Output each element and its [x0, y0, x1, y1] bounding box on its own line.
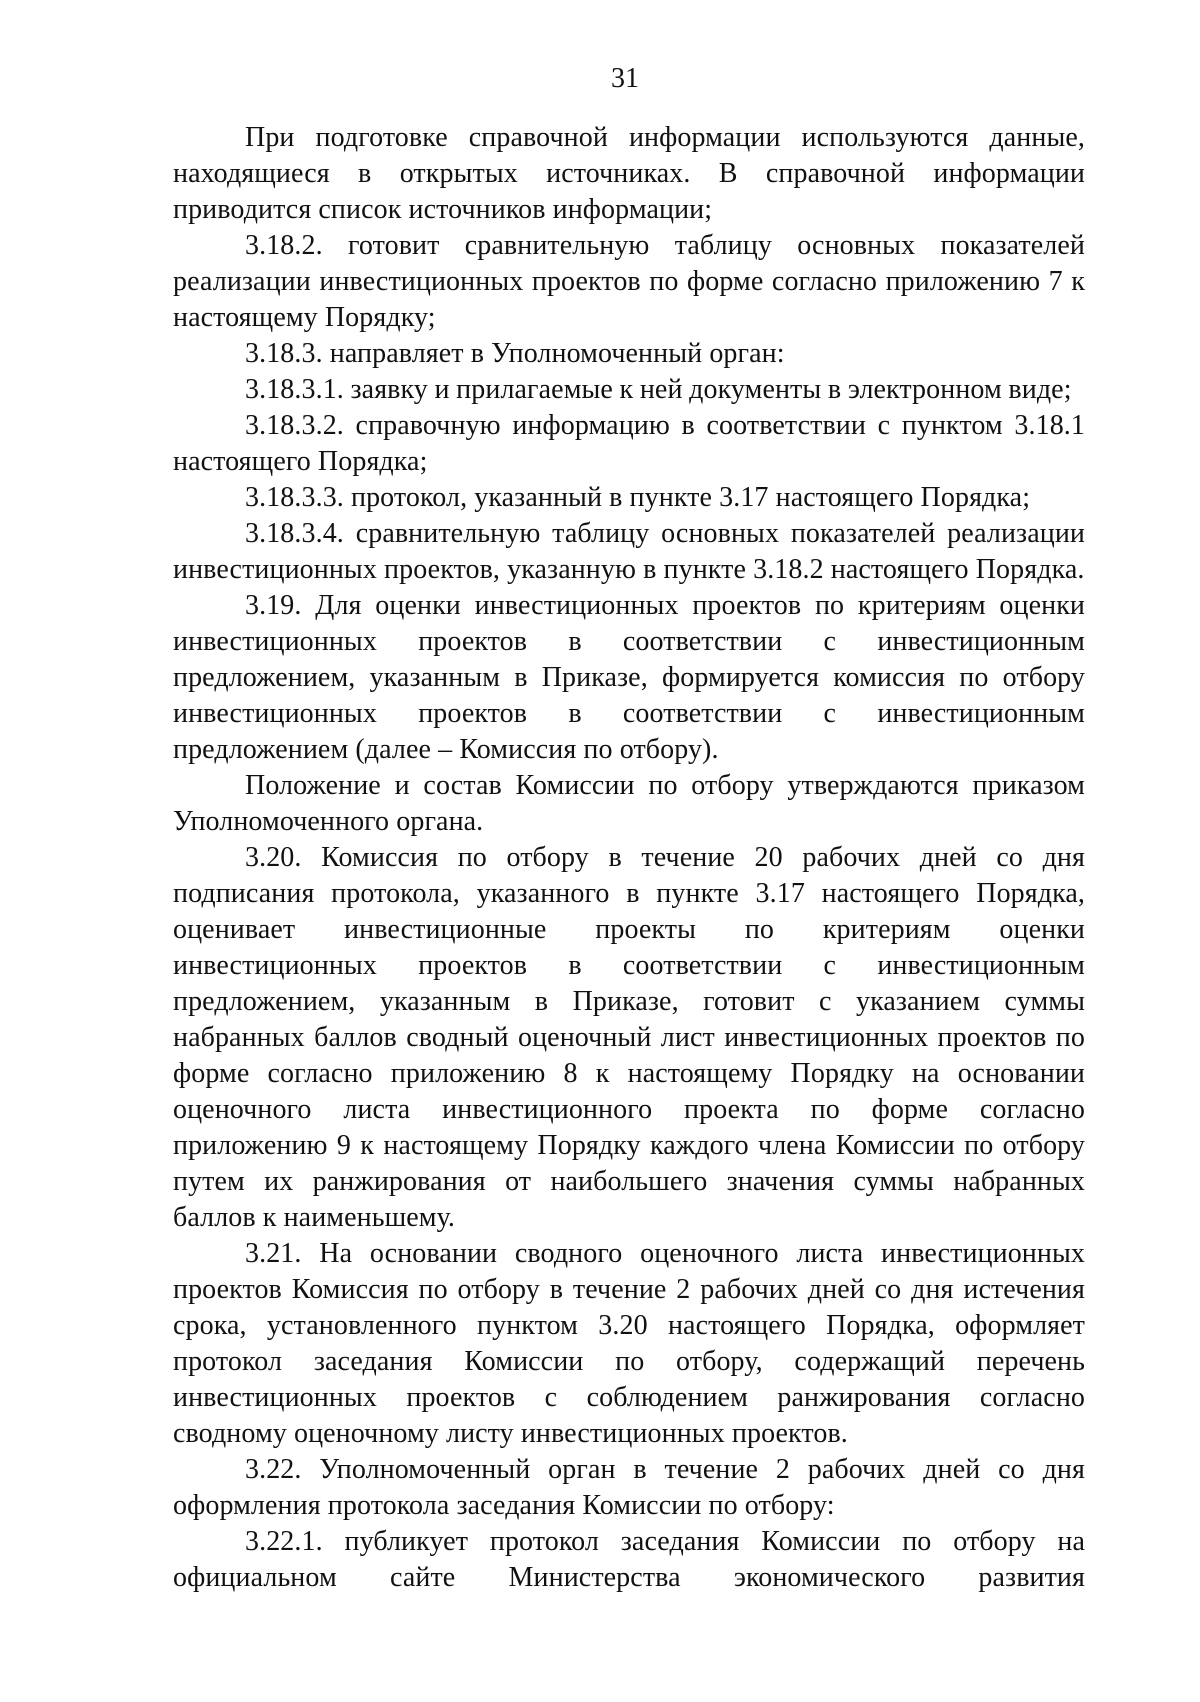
paragraph-3-21: 3.21. На основании сводного оценочного листа инвестиционных проектов Комиссия по отбору в течение 2 рабочих дней со дня истечения срока, установленного пунктом 3.20 настоящего Порядка, оформляет протокол заседания Комиссии по отбору, содержащий перечень инвестиционных проектов с соблюдением ранжирования согласно сводному оценочному листу инвестиционных проектов.	[173, 1238, 1085, 1449]
document-body	[173, 120, 1085, 1596]
paragraph-3-18-3-4: 3.18.3.4. сравнительную таблицу основных показателей реализации инвестиционных проектов, указанную в пункте 3.18.2 настоящего Порядка.	[173, 518, 1085, 585]
paragraph-3-18-3-3: 3.18.3.3. протокол, указанный в пункте 3.17 настоящего Порядка;	[245, 482, 1031, 513]
paragraph-3-18-3-2: 3.18.3.2. справочную информацию в соответствии с пунктом 3.18.1 настоящего Порядка;	[173, 410, 1085, 477]
paragraph-3-18-3: 3.18.3. направляет в Уполномоченный орган:	[245, 338, 785, 369]
paragraph-commission-regulation: Положение и состав Комиссии по отбору утверждаются приказом Уполномоченного органа.	[173, 770, 1085, 837]
paragraph-3-20: 3.20. Комиссия по отбору в течение 20 рабочих дней со дня подписания протокола, указанного в пункте 3.17 настоящего Порядка, оценивает инвестиционные проекты по критериям оценки инвестиционных проектов в соответствии с инвестиционным предложением, указанным в Приказе, готовит с указанием суммы набранных баллов сводный оценочный лист инвестиционных проектов по форме согласно приложению 8 к настоящему Порядку на основании оценочного листа инвестиционного проекта по форме согласно приложению 9 к настоящему Порядку каждого члена Комиссии по отбору путем их ранжирования от наибольшего значения суммы набранных баллов к наименьшему.	[173, 842, 1085, 1233]
paragraph-3-18-3-1: 3.18.3.1. заявку и прилагаемые к ней документы в электронном виде;	[245, 374, 1072, 405]
page-number: 31	[611, 63, 639, 94]
paragraph-3-18-2: 3.18.2. готовит сравнительную таблицу основных показателей реализации инвестиционных проектов по форме согласно приложению 7 к настоящему Порядку;	[173, 230, 1085, 333]
paragraph-3-22-1: 3.22.1. публикует протокол заседания Комиссии по отбору на официальном сайте Министерства экономического развития	[173, 1526, 1085, 1593]
paragraph-3-19: 3.19. Для оценки инвестиционных проектов по критериям оценки инвестиционных проектов в соответствии с инвестиционным предложением, указанным в Приказе, формируется комиссия по отбору инвестиционных проектов в соответствии с инвестиционным предложением (далее – Комиссия по отбору).	[173, 590, 1085, 765]
paragraph-3-22: 3.22. Уполномоченный орган в течение 2 рабочих дней со дня оформления протокола заседания Комиссии по отбору:	[173, 1454, 1085, 1521]
paragraph-reference-info: При подготовке справочной информации используются данные, находящиеся в открытых источниках. В справочной информации приводится список источников информации;	[173, 122, 1085, 225]
